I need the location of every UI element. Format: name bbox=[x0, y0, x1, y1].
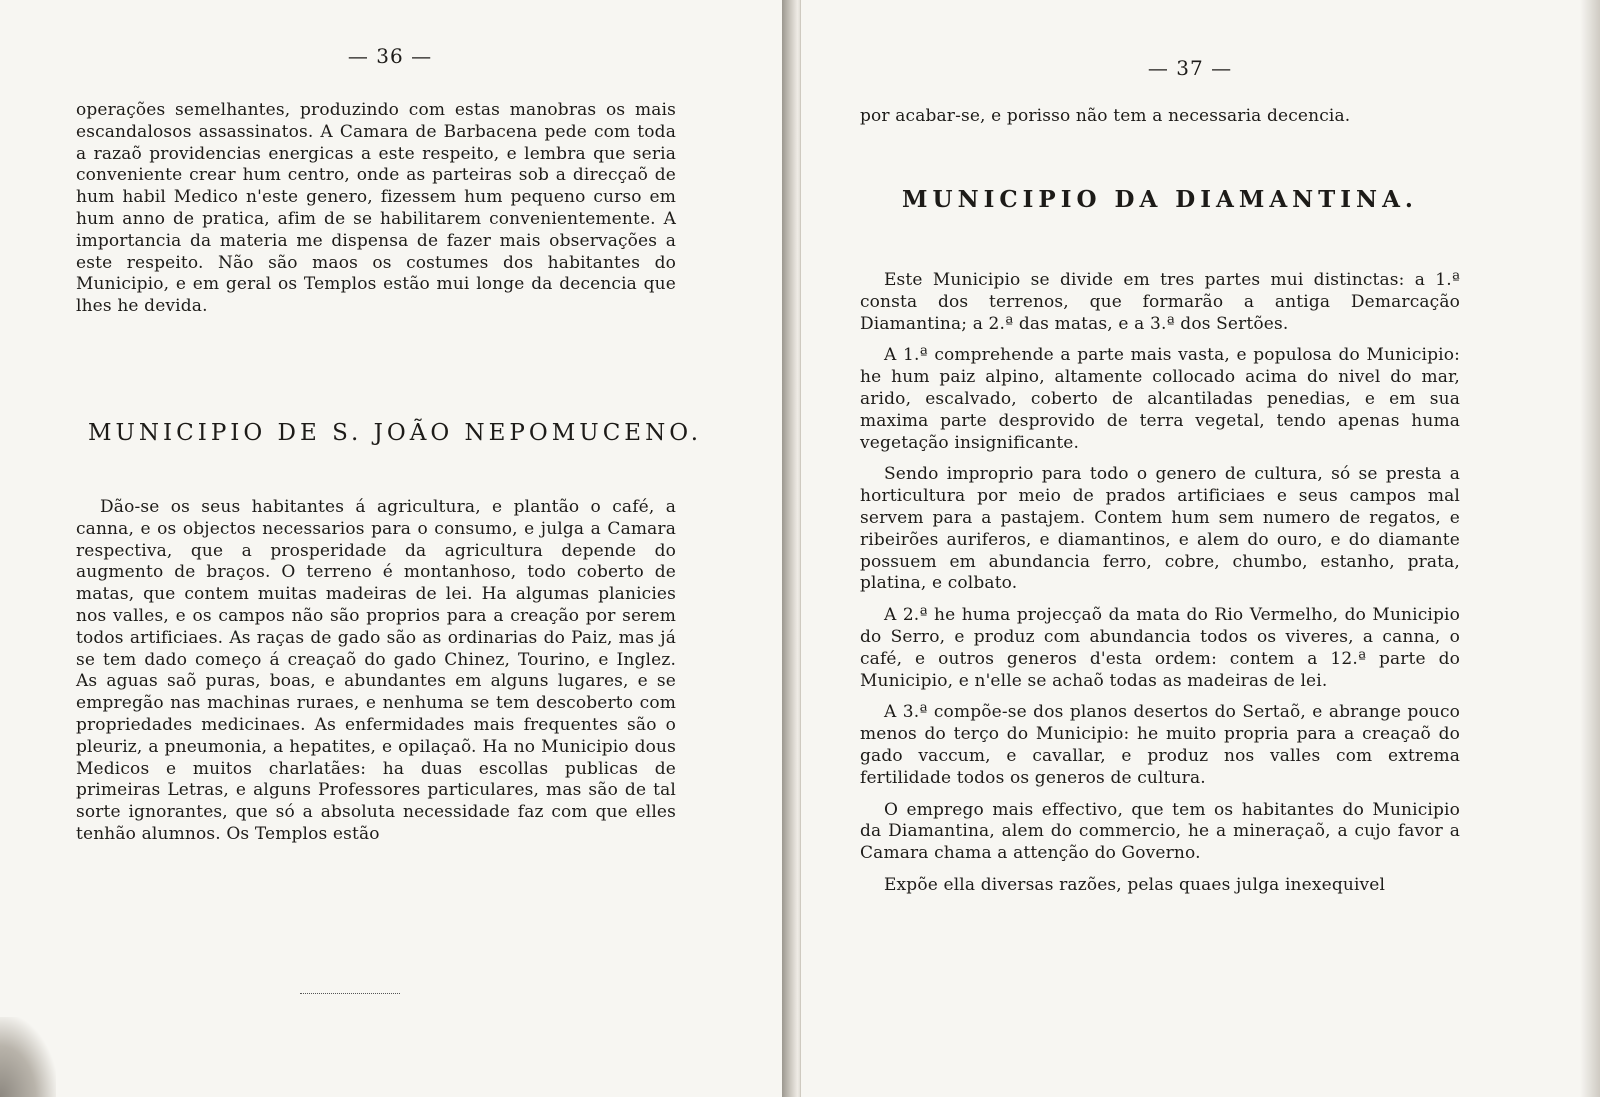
left-section-heading: MUNICIPIO DE S. JOÃO NEPOMUCENO. bbox=[88, 420, 703, 446]
right-paragraph: Este Municipio se divide em tres partes mui distinctas: a 1.ª consta dos terrenos, que formarão a antiga Demarcação Diamantina; a 2.ª das matas, e a 3.ª dos Sertões. bbox=[860, 270, 1460, 334]
right-paragraph: Sendo improprio para todo o genero de cultura, só se presta a horticultura por meio de prados artificiaes e seus campos mal servem para a pastajem. Contem hum sem numero de regatos, e ribeirões auriferos, e diamantinos, e alem do ouro, e do diamante possuem em abundancia ferro, cobre, chumbo, estanho, prata, platina, e colbato. bbox=[860, 464, 1460, 594]
left-paragraph-block-1 bbox=[76, 100, 676, 318]
left-paragraph-1: operações semelhantes, produzindo com estas manobras os mais escandalosos assassinatos. A Camara de Barbacena pede com toda a razaõ providencias energicas a este respeito, e lembra que seria conveniente crear hum centro, onde as parteiras sob a direcçaõ de hum habil Medico n'este genero, fizessem hum pequeno curso em hum anno de pratica, afim de se habilitarem convenientemente. A importancia da materia me dispensa de fazer mais observações a este respeito. Não são maos os costumes dos habitantes do Municipio, e em geral os Templos estão mui longe da decencia que lhes he devida. bbox=[76, 100, 676, 317]
right-top-line-block bbox=[860, 106, 1460, 128]
left-paragraph-block-2 bbox=[76, 497, 676, 846]
right-paragraph: Expõe ella diversas razões, pelas quaes julga inexequivel bbox=[884, 874, 1386, 895]
right-page-number: — 37 — bbox=[1147, 56, 1233, 80]
page-corner-wear bbox=[0, 1017, 56, 1097]
left-paragraph-2: Dão-se os seus habitantes á agricultura, e plantão o café, a canna, e os objectos necessarios para o consumo, e julga a Camara respectiva, que a prosperidade da agricultura depende do augmento de braços. O terreno é montanhoso, todo coberto de matas, que contem muitas madeiras de lei. Ha algumas planicies nos valles, e os campos não são proprios para a creação por serem todos artificiaes. As raças de gado são as ordinarias do Paiz, mas já se tem dado começo á creaçaõ do gado Chinez, Tourino, e Inglez. As aguas saõ puras, boas, e abundantes em alguns lugares, e se empregão nas machinas ruraes, e nenhuma se tem descoberto com propriedades medicinaes. As enfermidades mais frequentes são o pleuriz, a pneumonia, a hepatites, e opilaçaõ. Ha no Municipio dous Medicos e muitos charlatães: ha duas escollas publicas de primeiras Letras, e alguns Professores particulares, mas são de tal sorte ignorantes, que só a absoluta necessidade faz com que elles tenhão alumnos. Os Templos estão bbox=[76, 497, 676, 844]
left-page-number: — 36 — bbox=[347, 44, 433, 68]
footer-rule bbox=[300, 993, 400, 994]
right-paragraph: A 2.ª he huma projecçaõ da mata do Rio Vermelho, do Municipio do Serro, e produz com abundancia todos os viveres, a canna, o café, e outros generos d'esta ordem: contem a 12.ª parte do Municipio, e n'elle se achaõ todas as madeiras de lei. bbox=[860, 605, 1460, 691]
right-paragraph: A 1.ª comprehende a parte mais vasta, e populosa do Municipio: he hum paiz alpino, altamente collocado acima do nivel do mar, arido, escalvado, coberto de alcantiladas penedias, e em sua maxima parte desprovido de terra vegetal, tendo apenas huma vegetação insignificante. bbox=[860, 345, 1460, 453]
right-section-heading: MUNICIPIO DA DIAMANTINA. bbox=[902, 186, 1418, 213]
right-paragraph-block bbox=[860, 270, 1460, 897]
page-edge bbox=[1580, 0, 1600, 1097]
right-top-line: por acabar-se, e porisso não tem a necessaria decencia. bbox=[860, 106, 1351, 126]
right-paragraph: O emprego mais effectivo, que tem os habitantes do Municipio da Diamantina, alem do commercio, he a mineraçaõ, a cujo favor a Camara chama a attenção do Governo. bbox=[860, 799, 1460, 864]
right-paragraph: A 3.ª compõe-se dos planos desertos do Sertaõ, e abrange pouco menos do terço do Municipio: he muito propria para a creaçaõ do gado vaccum, e cavallar, e produz nos valles com extrema fertilidade todos os generos de cultura. bbox=[860, 702, 1460, 788]
